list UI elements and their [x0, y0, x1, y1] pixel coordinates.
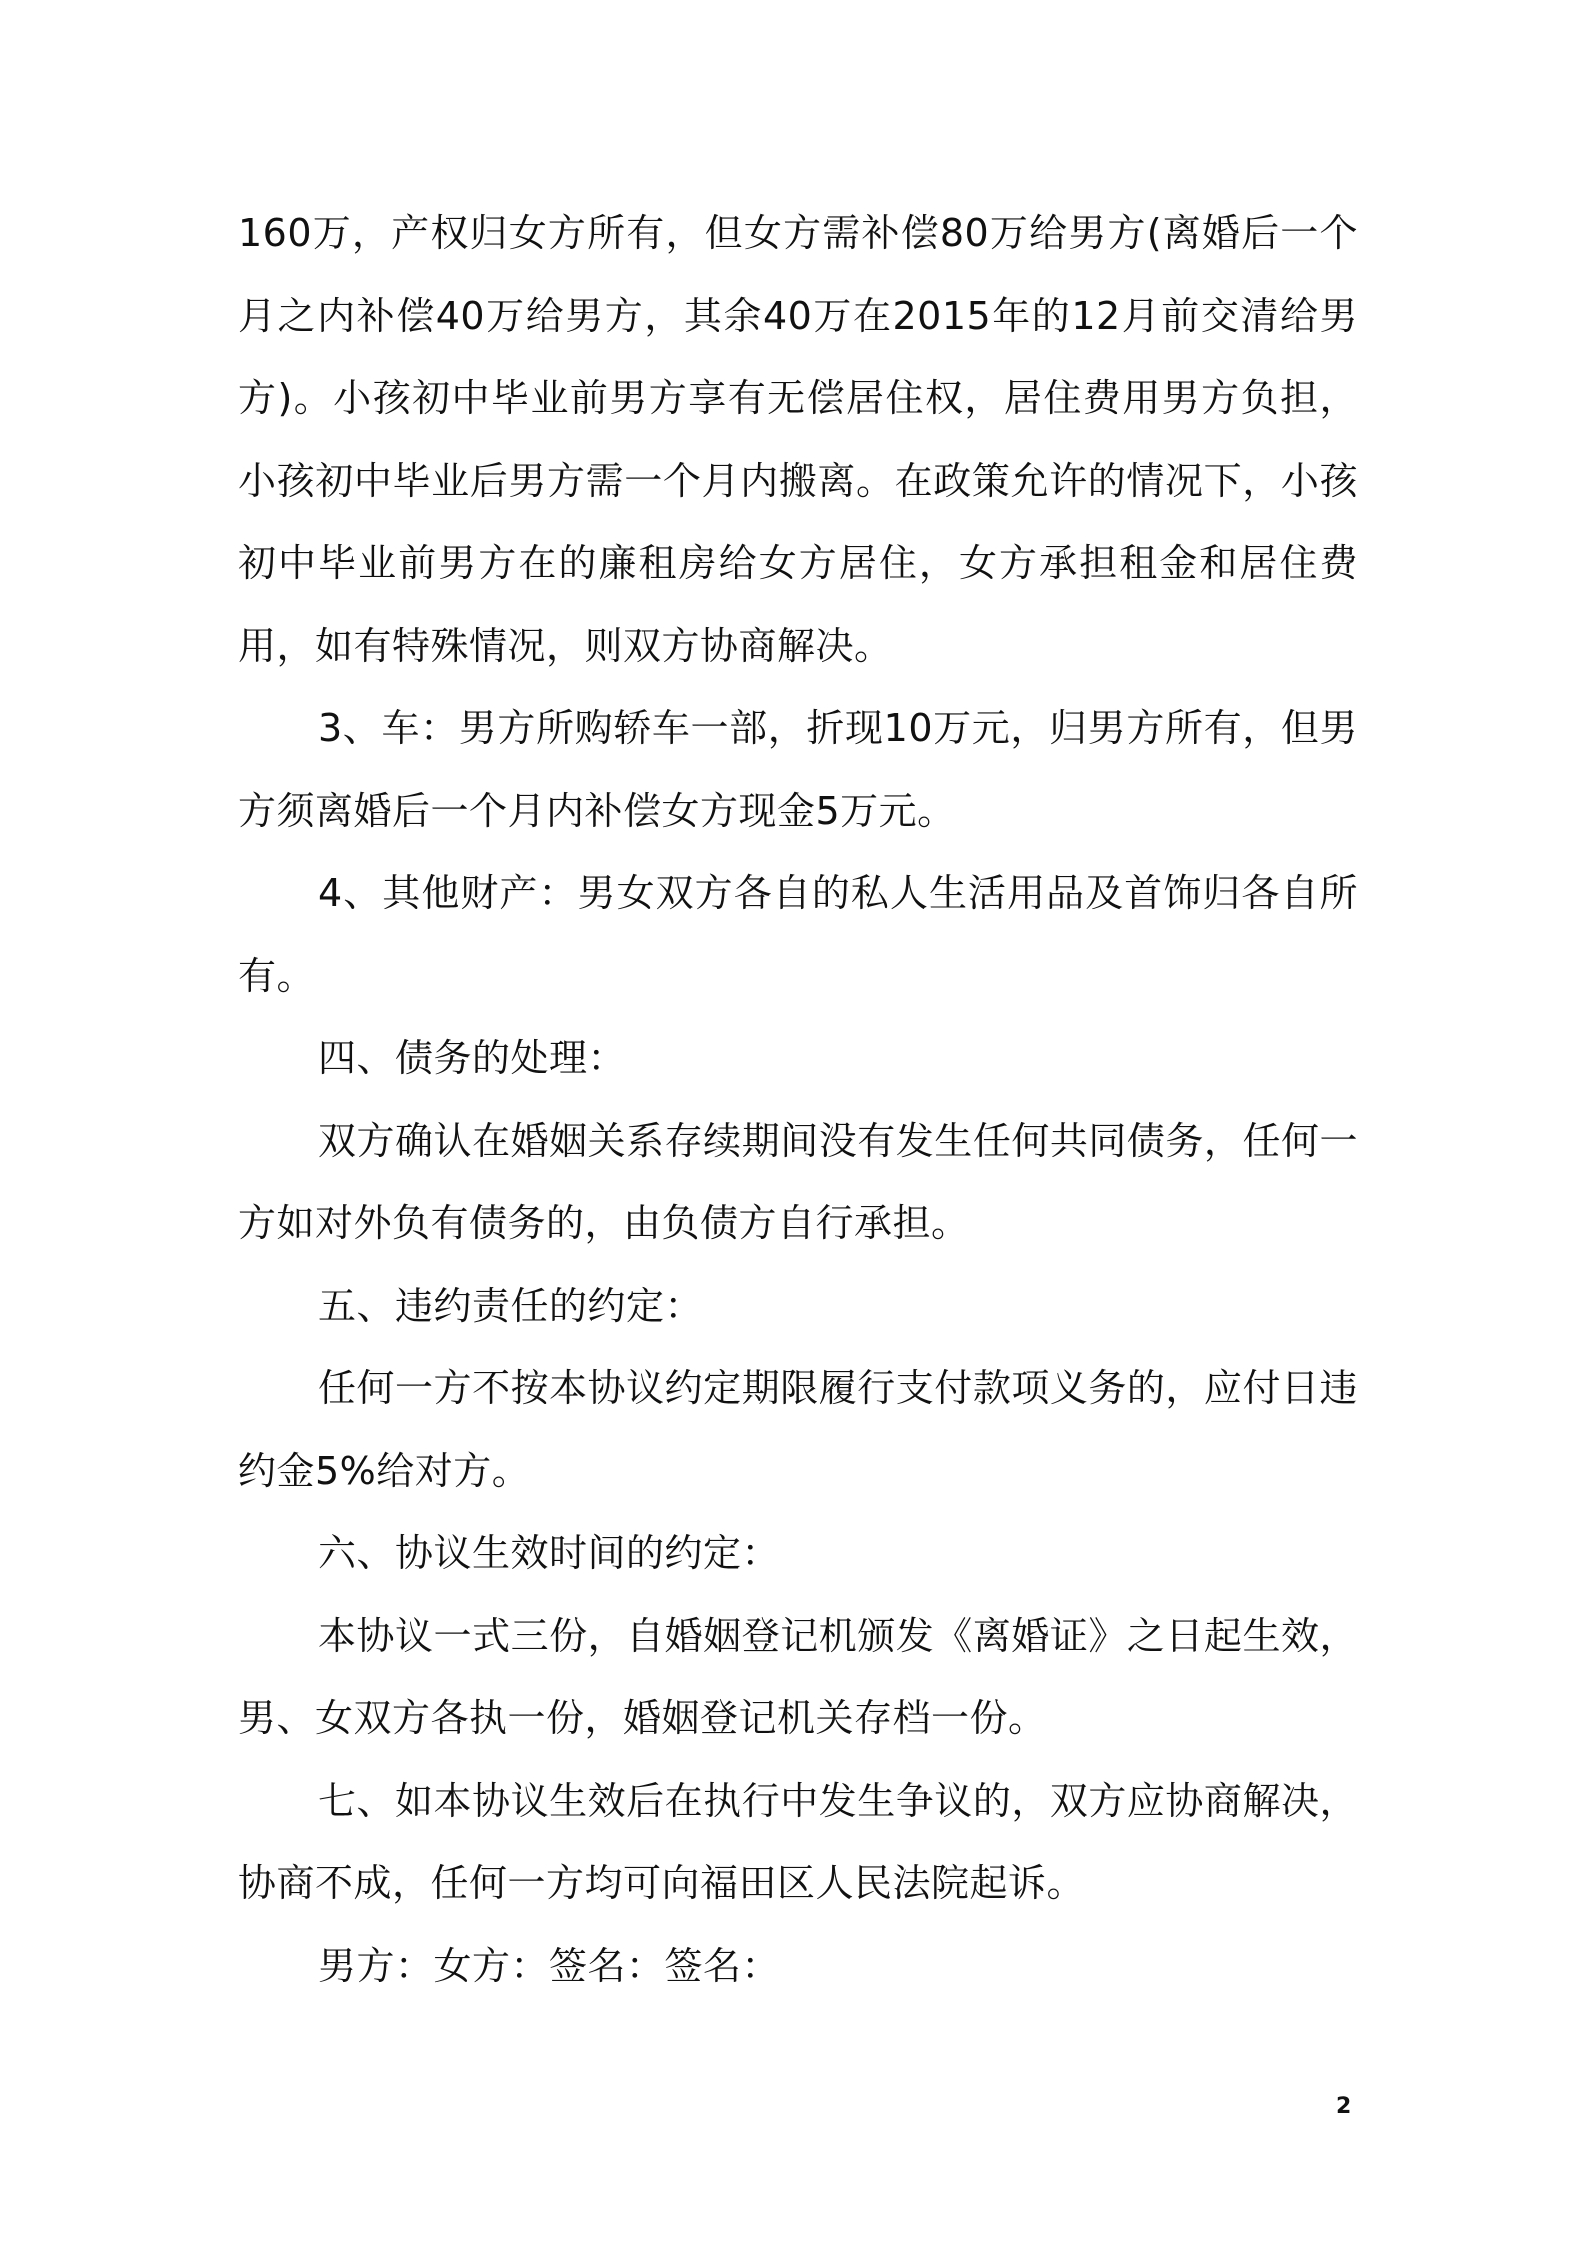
- signature-line: 男方：女方：签名：签名：: [318, 1943, 781, 1988]
- heading-breach-liability: 五、违约责任的约定：: [318, 1283, 704, 1328]
- paragraph-dispute: 七、如本协议生效后在执行中发生争议的，双方应协商解决，协商不成，任何一方均可向福田区人民法院起诉。: [238, 1778, 1358, 1905]
- paragraph-car: 3、车：男方所购轿车一部，折现10万元，归男方所有，但男方须离婚后一个月内补偿女方现金5万元。: [238, 706, 1358, 833]
- paragraph-breach: 任何一方不按本协议约定期限履行支付款项义务的，应付日违约金5%给对方。: [238, 1366, 1358, 1493]
- paragraph-other-property: 4、其他财产：男女双方各自的私人生活用品及首饰归各自所有。: [238, 871, 1358, 998]
- page-number: 2: [1336, 2094, 1352, 2119]
- paragraph-debt: 双方确认在婚姻关系存续期间没有发生任何共同债务，任何一方如对外负有债务的，由负债方自行承担。: [238, 1118, 1358, 1245]
- document-body: [238, 192, 1358, 2007]
- heading-effective-time: 六、协议生效时间的约定：: [318, 1531, 781, 1575]
- heading-debt-handling: 四、债务的处理：: [318, 1036, 627, 1080]
- paragraph-effective: 本协议一式三份，自婚姻登记机颁发《离婚证》之日起生效，男、女双方各执一份，婚姻登记机关存档一份。: [238, 1613, 1358, 1740]
- paragraph-house-settlement: 160万，产权归女方所有，但女方需补偿80万给男方(离婚后一个月之内补偿40万给男方，其余40万在2015年的12月前交清给男方)。小孩初中毕业前男方享有无偿居住权，居住费用男方负担，小孩初中毕业后男方需一个月内搬离。在政策允许的情况下，小孩初中毕业前男方在的廉租房给女方居住，女方承担租金和居住费用，如有特殊情况，则双方协商解决。: [238, 211, 1358, 668]
